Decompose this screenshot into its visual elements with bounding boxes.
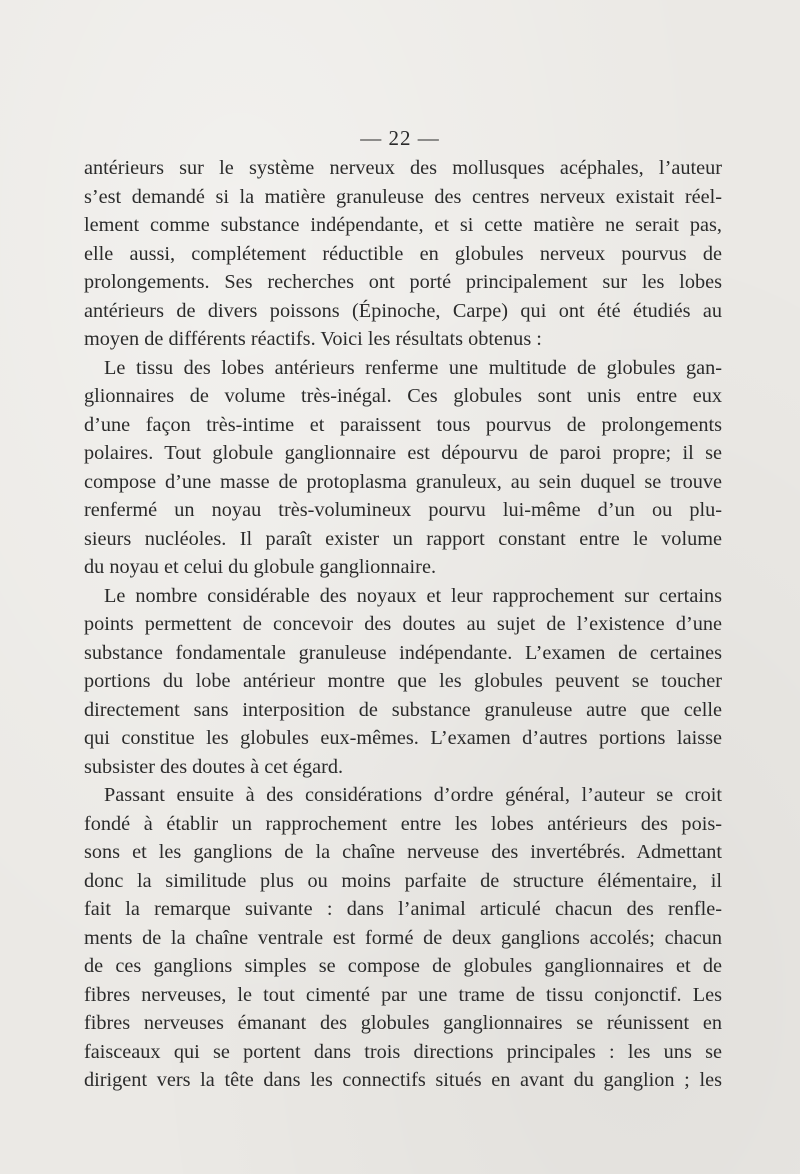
text-line: qui constitue les globules eux-mêmes. L’examen d’autres portions laisse [84, 727, 722, 749]
text-line: subsister des doutes à cet égard. [84, 755, 344, 778]
body-text [84, 154, 722, 1095]
text-line: dirigent vers la tête dans les connectifs situés en avant du ganglion ; les [84, 1069, 722, 1091]
text-line: fait la remarque suivante : dans l’animal articulé chacun des renfle- [84, 898, 722, 920]
text-line: renfermé un noyau très-volumineux pourvu lui-même d’un ou plu- [84, 499, 722, 521]
page-number: — 22 — [360, 126, 440, 150]
text-line: donc la similitude plus ou moins parfaite de structure élémentaire, il [84, 869, 722, 892]
text-line: Passant ensuite à des considérations d’ordre général, l’auteur se croit [104, 784, 722, 806]
text-line: antérieurs sur le système nerveux des mollusques acéphales, l’auteur [84, 157, 722, 179]
text-line: fibres nerveuses, le tout cimenté par une trame de tissu conjonctif. Les [84, 983, 722, 1006]
text-line: fondé à établir un rapprochement entre les lobes antérieurs des pois- [84, 812, 722, 835]
text-line: antérieurs de divers poissons (Épinoche, Carpe) qui ont été étudiés au [84, 299, 722, 322]
text-line: d’une façon très-intime et paraissent tous pourvus de prolongements [84, 413, 722, 436]
text-line: sons et les ganglions de la chaîne nerveuse des invertébrés. Admettant [84, 841, 722, 863]
text-line: Le tissu des lobes antérieurs renferme une multitude de globules gan- [104, 356, 722, 379]
text-line: directement sans interposition de substance granuleuse autre que celle [84, 698, 722, 721]
text-line: compose d’une masse de protoplasma granuleux, au sein duquel se trouve [84, 470, 722, 493]
text-line: Le nombre considérable des noyaux et leur rapprochement sur certains [104, 584, 722, 607]
text-line: prolongements. Ses recherches ont porté principalement sur les lobes [84, 271, 722, 293]
text-line: lement comme substance indépendante, et si cette matière ne serait pas, [84, 214, 722, 236]
text-line: elle aussi, complétement réductible en globules nerveux pourvus de [84, 242, 722, 265]
text-line: du noyau et celui du globule ganglionnaire. [84, 556, 437, 578]
text-line: polaires. Tout globule ganglionnaire est dépourvu de paroi propre; il se [84, 442, 722, 464]
text-line: points permettent de concevoir des doutes au sujet de l’existence d’une [84, 613, 722, 635]
text-line: faisceaux qui se portent dans trois directions principales : les uns se [84, 1040, 722, 1063]
text-line: sieurs nucléoles. Il paraît exister un rapport constant entre le volume [84, 527, 722, 550]
text-line: de ces ganglions simples se compose de globules ganglionnaires et de [84, 955, 722, 977]
text-line: s’est demandé si la matière granuleuse des centres nerveux existait réel- [84, 185, 722, 208]
text-line: moyen de différents réactifs. Voici les résultats obtenus : [84, 328, 542, 350]
text-line: glionnaires de volume très-inégal. Ces globules sont unis entre eux [84, 385, 722, 407]
text-line: fibres nerveuses émanant des globules ganglionnaires se réunissent en [84, 1012, 722, 1034]
text-line: ments de la chaîne ventrale est formé de deux ganglions accolés; chacun [84, 926, 722, 949]
text-line: substance fondamentale granuleuse indépendante. L’examen de certaines [84, 641, 722, 664]
text-line: portions du lobe antérieur montre que les globules peuvent se toucher [84, 670, 722, 692]
